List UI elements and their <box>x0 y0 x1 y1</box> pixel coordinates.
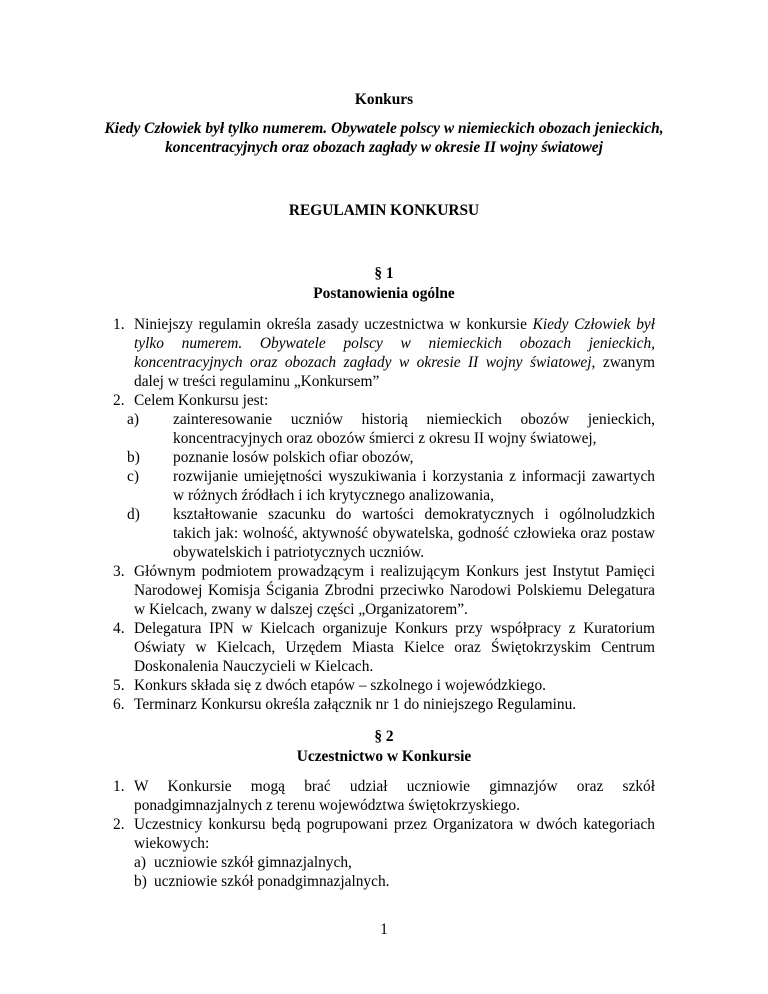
item-text: Uczestnicy konkursu będą pogrupowani przez Organizatora w dwóch kategoriach wiekowych: <box>134 816 655 852</box>
list-item <box>113 815 655 891</box>
section-2-heading: Uczestnictwo w Konkursie <box>296 748 472 765</box>
section-2-list <box>113 777 655 891</box>
sub-item-letter: a) <box>127 411 139 428</box>
subtitle-line-1: Kiedy Człowiek był tylko numerem. Obywatele polscy w niemieckich obozach jenieckich, <box>104 120 664 137</box>
item-text: Delegatura IPN w Kielcach organizuje Konkurs przy współpracy z Kuratorium Oświaty w Kielcach, Urzędem Miasta Kielce oraz Świętokrzyskim Centrum Doskonalenia Nauczycieli w Kielcach. <box>134 620 655 675</box>
list-item <box>113 695 655 714</box>
contest-name: Kiedy Człowiek był tylko numerem. Obywatele polscy w niemieckich obozach jenieckich, koncentracyjnych oraz obozach zagłady w okresie II wojny światowej <box>134 316 655 371</box>
section-2-header <box>0 727 768 767</box>
item-text: Celem Konkursu jest: <box>134 392 269 409</box>
document-title: Konkurs <box>354 91 414 108</box>
section-2-sign: § 2 <box>374 728 394 745</box>
sub-item <box>127 467 655 505</box>
sub-item <box>127 448 655 467</box>
list-item <box>113 777 655 815</box>
categories-list <box>134 853 655 891</box>
goals-list <box>127 410 655 562</box>
item-number: 4. <box>113 620 125 637</box>
list-item <box>113 619 655 676</box>
sub-item-text: uczniowie szkół gimnazjalnych, <box>154 854 352 871</box>
page-number: 1 <box>380 921 388 938</box>
item-number: 1. <box>113 778 125 795</box>
sub-item-letter: d) <box>127 506 140 523</box>
sub-item-letter: b) <box>134 873 147 890</box>
item-text: Niniejszy regulamin określa zasady uczestnictwa w konkursie <box>134 316 533 333</box>
sub-item-text: kształtowanie szacunku do wartości demokratycznych i ogólnoludzkich takich jak: wolność, aktywność obywatelska, godność człowieka oraz postaw obywatelskich i patriotycznych uczniów. <box>173 506 655 561</box>
subtitle-line-2: koncentracyjnych oraz obozach zagłady w okresie II wojny światowej <box>165 139 603 156</box>
sub-item <box>134 872 655 891</box>
item-number: 6. <box>113 696 125 713</box>
item-text: Głównym podmiotem prowadzącym i realizującym Konkurs jest Instytut Pamięci Narodowej Komisja Ścigania Zbrodni przeciwko Narodowi Polskiemu Delegatura w Kielcach, zwany w dalszej części „Organizatorem”. <box>134 563 655 618</box>
item-number: 5. <box>113 677 125 694</box>
item-number: 3. <box>113 563 125 580</box>
sub-item-text: zainteresowanie uczniów historią niemieckich obozów jenieckich, koncentracyjnych oraz obozów śmierci z okresu II wojny światowej, <box>173 411 655 447</box>
sub-item-letter: b) <box>127 449 140 466</box>
item-number: 2. <box>113 392 125 409</box>
sub-item-letter: c) <box>127 468 139 485</box>
item-text: W Konkursie mogą brać udział uczniowie gimnazjów oraz szkół ponadgimnazjalnych z terenu województwa świętokrzyskiego. <box>134 778 655 814</box>
sub-item <box>127 410 655 448</box>
regulation-heading: REGULAMIN KONKURSU <box>288 202 480 219</box>
item-text: Konkurs składa się z dwóch etapów – szkolnego i wojewódzkiego. <box>134 677 547 694</box>
contest-subtitle <box>100 119 668 157</box>
section-1-sign: § 1 <box>374 265 394 282</box>
sub-item-text: uczniowie szkół ponadgimnazjalnych. <box>154 873 390 890</box>
section-1-list <box>113 315 655 714</box>
sub-item-text: poznanie losów polskich ofiar obozów, <box>173 449 414 466</box>
item-number: 2. <box>113 816 125 833</box>
list-item <box>113 676 655 695</box>
list-item <box>113 315 655 391</box>
section-1-header <box>0 264 768 304</box>
sub-item <box>127 505 655 562</box>
item-text: , zwanym dalej w treści regulaminu „Konkursem” <box>134 354 656 390</box>
list-item <box>113 562 655 619</box>
item-text: Terminarz Konkursu określa załącznik nr 1 do niniejszego Regulaminu. <box>134 696 577 713</box>
sub-item-text: rozwijanie umiejętności wyszukiwania i korzystania z informacji zawartych w różnych źródłach i ich krytycznego analizowania, <box>173 468 655 504</box>
section-1-heading: Postanowienia ogólne <box>313 285 455 302</box>
sub-item <box>134 853 655 872</box>
sub-item-letter: a) <box>134 854 146 871</box>
item-number: 1. <box>113 316 125 333</box>
list-item <box>113 391 655 562</box>
